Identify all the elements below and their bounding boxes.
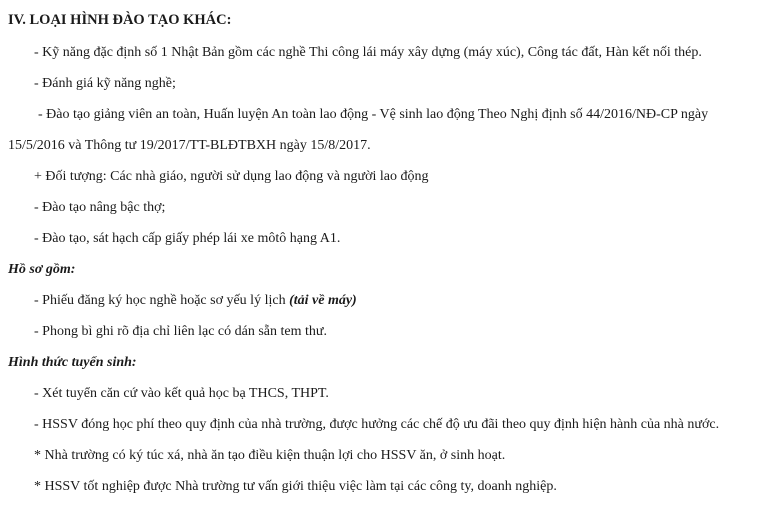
dossier-heading: Hồ sơ gồm:: [8, 262, 76, 277]
training-subject: + Đối tượng: Các nhà giáo, người sử dụng lao động và người lao động: [34, 169, 429, 184]
training-item-skill-assessment: - Đánh giá kỹ năng nghề;: [34, 76, 176, 91]
dossier-item-form-text: - Phiếu đăng ký học nghề hoặc sơ yếu lý lịch: [34, 293, 290, 308]
section-heading: IV. LOẠI HÌNH ĐÀO TẠO KHÁC:: [8, 12, 232, 28]
admission-item-tuition: - HSSV đóng học phí theo quy định của nhà trường, được hưởng các chế độ ưu đãi theo quy định hiện hành của nhà nước.: [34, 417, 720, 432]
admission-heading: Hình thức tuyển sinh:: [8, 355, 137, 370]
training-item-japan-skills: - Kỹ năng đặc định số 1 Nhật Bản gồm các nghề Thi công lái máy xây dựng (máy xúc), Công tác đất, Hàn kết nối thép.: [34, 45, 702, 60]
admission-note-dormitory: * Nhà trường có ký túc xá, nhà ăn tạo điều kiện thuận lợi cho HSSV ăn, ở sinh hoạt.: [34, 448, 506, 463]
admission-item-review: - Xét tuyển căn cứ vào kết quả học bạ THCS, THPT.: [34, 386, 329, 401]
dossier-item-form: [34, 292, 357, 310]
training-item-upgrade: - Đào tạo nâng bậc thợ;: [34, 200, 166, 215]
admission-note-job-support: * HSSV tốt nghiệp được Nhà trường tư vấn giới thiệu việc làm tại các công ty, doanh nghiệp.: [34, 479, 557, 494]
training-item-safety-instructor: - Đào tạo giảng viên an toàn, Huấn luyện An toàn lao động - Vệ sinh lao động Theo Nghị định số 44/2016/NĐ-CP ngày: [38, 107, 709, 122]
dossier-item-envelope: - Phong bì ghi rõ địa chỉ liên lạc có dán sẵn tem thư.: [34, 324, 327, 339]
download-link-text: (tải về máy): [289, 293, 357, 308]
training-item-motorbike-license: - Đào tạo, sát hạch cấp giấy phép lái xe môtô hạng A1.: [34, 231, 341, 246]
training-item-safety-instructor-continued: 15/5/2016 và Thông tư 19/2017/TT-BLĐTBXH ngày 15/8/2017.: [8, 138, 371, 153]
